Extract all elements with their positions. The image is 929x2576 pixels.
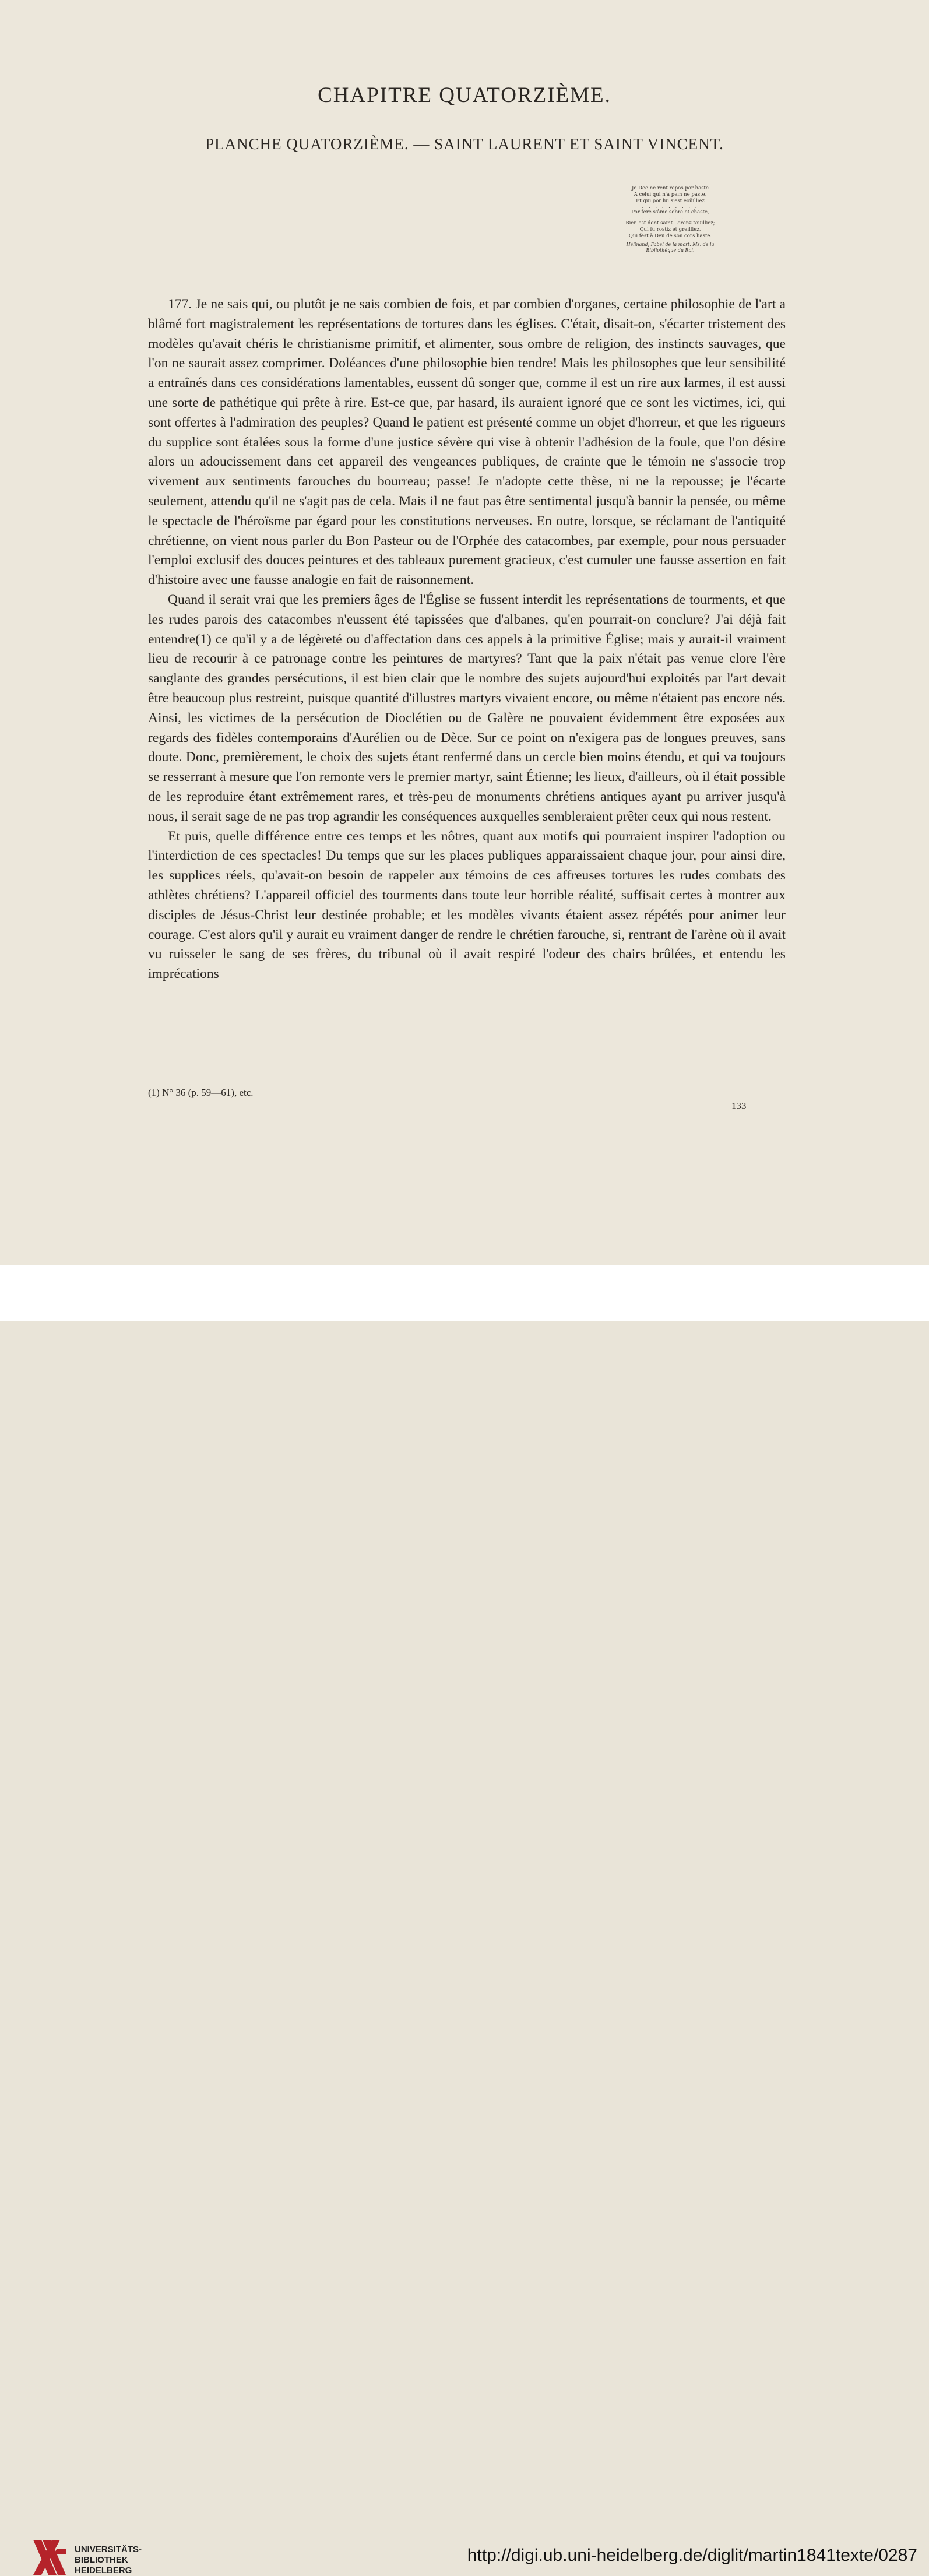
epigraph-line: Por fere s'âme sobre et chaste, [631,209,709,215]
library-logo-icon [33,2540,66,2575]
footnote: (1) N° 36 (p. 59—61), etc. [148,1087,254,1098]
paragraph: Et puis, quelle différence entre ces temps et les nôtres, quant aux motifs qui pourraient inspirer l'adoption ou l'interdiction de ces spectacles! Du temps que sur les places publiques apparaissaient chaque jour, pour ainsi dire, les supplices réels, qu'avait-on besoin de rappeler aux témoins de ces affreuses tortures les rudes combats des athlètes chrétiens? L'appareil officiel des tourments dans toute leur horrible réalité, suffisait certes à montrer aux disciples de Jésus-Christ leur destinée probable; et les modèles vivants étaient assez répétés pour animer leur courage. C'est alors qu'il y aurait eu vraiment danger de rendre le chrétien farouche, si, rentrant de l'arène où il avait vu ruisseler le sang de ses frères, du tribunal où il avait respiré l'odeur des chairs brûlées, et entendu les imprécations [148,828,786,982]
source-url[interactable]: http://digi.ub.uni-heidelberg.de/diglit/martin1841texte/0287 [467,2546,917,2565]
library-name-line: UNIVERSITÄTS- [75,2545,142,2554]
page-number: 133 [731,1100,747,1111]
paragraph: 177. Je ne sais qui, ou plutôt je ne sais combien de fois, et par combien d'organes, certaine philosophie de l'art a blâmé fort magistralement les représentations de tortures dans les églises. C'était, disait-on, s'écarter tristement des modèles qu'avait chéris le christianisme primitif, et alimenter, sous ombre de religion, des instincts sauvages, que l'on ne saurait assez comprimer. Doléances d'une philosophie bien tendre! Mais les philosophes que leur sensibilité a entraînés dans ces considérations lamentables, eussent dû songer que, comme il est un rire aux larmes, il est aussi une sorte de pathétique qui prête à rire. Est-ce que, par hasard, ils auraient ignoré que ce sont les victimes, ici, qui sont offertes à l'admiration des peuples? Quand le patient est présenté comme un objet d'horreur, et que les rigueurs du supplice sont étalées sous la forme d'une justice sévère qui vise à obtenir l'adhésion de la foule, que l'on désire alors un adoucissement dans cet appareil des vengeances publiques, de crainte que le témoin ne s'associe trop vivement aux sentiments farouches du bourreau; passe! Je n'adopte cette thèse, ni ne la repousse; je l'écarte seulement, attendu qu'il ne s'agit pas de cela. Mais il ne faut pas être sentimental jusqu'à bannir la pensée, ou même le spectacle de l'héroïsme par égard pour les constitutions nerveuses. En outre, lorsque, se réclamant de l'antiquité chrétienne, on vient nous parler du Bon Pasteur ou de l'Orphée des catacombes, par exemple, pour nous persuader l'emploi exclusif des douces peintures et des tableaux purement gracieux, c'est cumuler une fausse assertion en fait d'histoire avec une fausse analogie en fait de raisonnement. [148,297,786,588]
library-name [75,2545,142,2576]
epigraph-line: Je Dee ne rent repos por haste [632,185,709,191]
scanned-page [0,0,929,1265]
library-name-line: BIBLIOTHEK [75,2555,128,2565]
epigraph-line: Bien est dont saint Lorenz touilliez; [625,220,715,226]
epigraph-line: Qui fest à Deu de son cors haste. [628,233,712,239]
epigraph-ellipsis: . . . . . . . . . [642,215,699,221]
epigraph [615,185,726,254]
library-name-line: HEIDELBERG [75,2566,132,2575]
body-text [148,295,786,984]
paragraph: Quand il serait vrai que les premiers âges de l'Église se fussent interdit les représentations de tourments, et que les rudes parois des catacombes n'eussent été tapissées que d'albanes, qu'en pourrait-on conclure? J'ai déjà fait entendre(1) ce qu'il y a de légèreté ou d'affectation dans ces appels à la primitive Église; mais y aurait-il vraiment lieu de recourir à ce patronage contre les peintures de martyres? Tant que la paix n'était pas venue clore l'ère sanglante des grandes persécutions, il est bien clair que le nombre des sujets aujourd'hui exploités par l'art devait être beaucoup plus restreint, puisque quantité d'illustres martyrs vivaient encore, ou même n'étaient pas encore nés. Ainsi, les victimes de la persécution de Dioclétien ou de Galère ne pouvaient évidemment être exposées aux regards des fidèles contemporains d'Aurélien ou de Dèce. Sur ce point on n'exigera pas de longues preuves, sans doute. Donc, premièrement, le choix des sujets étant renfermé dans un cercle bien moins étendu, et qui va toujours se resserrant à mesure que l'on remonte vers le premier martyr, saint Étienne; les lieux, d'ailleurs, où il était possible de les reproduire étant extrêmement rares, et très-peu de monuments chrétiens antiques ayant pu arriver jusqu'à nous, il serait sage de ne pas trop agrandir les conséquences auxquelles sembleraient prêter ceux qui nous restent. [148,592,786,824]
epigraph-line: A celui qui n'a pein ne paste, [634,192,707,198]
plate-title: PLANCHE QUATORZIÈME. — SAINT LAURENT ET SAINT VINCENT. [205,135,724,153]
epigraph-ellipsis: . . . . . . . . . [642,204,699,210]
epigraph-line: Qui fu rostiz et greilliez, [639,227,701,233]
chapter-title: CHAPITRE QUATORZIÈME. [318,83,611,107]
epigraph-source: Hélinand, Fabel de la mort. Ms. de la Bibliothèque du Roi. [626,242,715,253]
footer-bar [0,1265,929,2575]
epigraph-line: Et qui por lui s'est eoüilliez [636,198,705,204]
